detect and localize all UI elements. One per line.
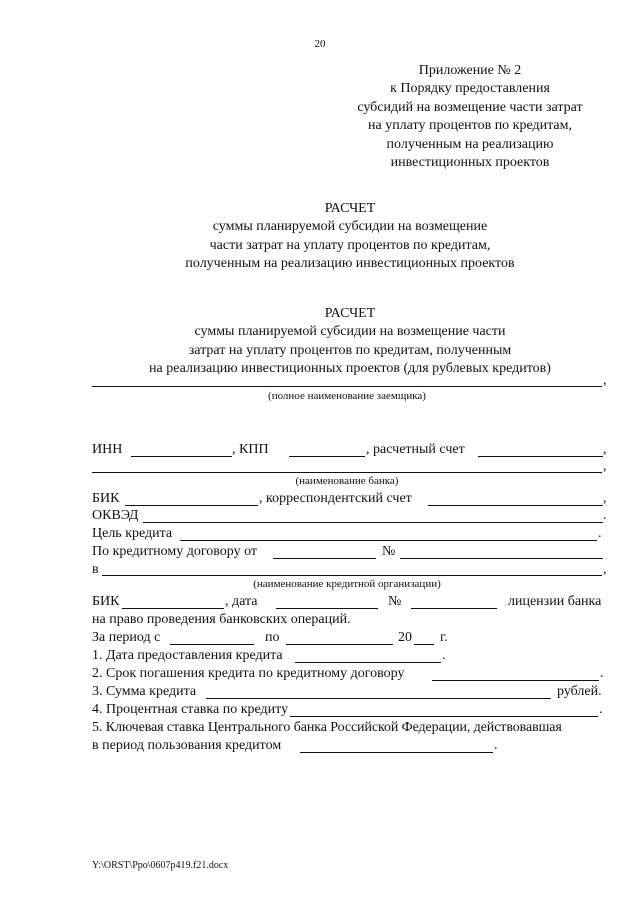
appendix-line: к Порядку предоставления [390, 81, 550, 97]
purpose-label: Цель кредита [92, 526, 173, 541]
appendix-line: субсидий на возмещение части затрат [357, 99, 583, 115]
period-mark: . [599, 702, 603, 717]
purpose-field [180, 540, 597, 541]
date-label: , дата [225, 594, 258, 609]
kpp-field [289, 456, 365, 457]
okved-label: ОКВЭД [92, 508, 139, 523]
appendix-line: полученным на реализацию [386, 136, 554, 152]
title-block-2 [0, 305, 640, 379]
period-year-suffix: г. [440, 630, 448, 645]
item-5-label: 5. Ключевая ставка Центрального банка Российской Федерации, действовавшая [92, 720, 562, 735]
borrower-name-line [92, 386, 602, 387]
appendix-line: инвестиционных проектов [390, 155, 550, 171]
corr-account-field [428, 505, 603, 506]
title-line: на реализацию инвестиционных проектов (для рублевых кредитов) [149, 361, 551, 377]
item-2-label: 2. Срок погашения кредита по кредитному договору [92, 666, 405, 681]
account-label: , расчетный счет [366, 442, 465, 457]
comma: , [603, 373, 607, 388]
period-year-label: 20 [398, 630, 412, 645]
item-3-label: 3. Сумма кредита [92, 684, 197, 699]
period-from-field [170, 644, 254, 645]
period-mark: . [494, 738, 498, 753]
contract-label: По кредитному договору от [92, 544, 258, 559]
license-line2: на право проведения банковских операций. [92, 612, 351, 627]
bank-caption: (наименование банка) [295, 475, 399, 487]
item-1-label: 1. Дата предоставления кредита [92, 648, 283, 663]
bik2-field [122, 608, 224, 609]
license-label: лицензии банка [508, 594, 602, 609]
contract-number-field [400, 558, 603, 559]
period-mark: . [600, 666, 604, 681]
item-5-field [300, 752, 493, 753]
contract-date-field [273, 558, 376, 559]
item-1-field [295, 662, 441, 663]
title-heading: РАСЧЕТ [324, 306, 376, 321]
number-sign: № [388, 594, 402, 609]
comma: , [603, 491, 607, 506]
credit-org-caption: (наименование кредитной организации) [253, 578, 441, 590]
item-3-suffix: рублей. [557, 684, 602, 699]
period-year-field [414, 644, 434, 645]
title-line: части затрат на уплату процентов по кредитам, [209, 237, 491, 253]
file-path-footer: Y:\ORST\Ppo\0607p419.f21.docx [92, 860, 229, 871]
appendix-line: Приложение № 2 [418, 63, 522, 78]
inn-label: ИНН [92, 442, 123, 457]
kpp-label: , КПП [232, 442, 269, 457]
page-number: 20 [314, 38, 326, 50]
license-date-field [276, 608, 378, 609]
title-line: суммы планируемой субсидии на возмещение [212, 219, 488, 235]
item-4-field [290, 716, 598, 717]
item-2-field [432, 680, 599, 681]
in-label: в [92, 562, 99, 577]
inn-field [131, 456, 232, 457]
bik2-label: БИК [92, 594, 120, 609]
title-line: полученным на реализацию инвестиционных проектов [185, 256, 515, 272]
bik-label: БИК [92, 491, 120, 506]
period-to-label: по [265, 630, 280, 645]
number-sign: № [382, 544, 396, 559]
period-mark: . [442, 648, 446, 663]
appendix-line: на уплату процентов по кредитам, [367, 118, 572, 134]
title-line: суммы планируемой субсидии на возмещение части [194, 324, 506, 340]
corr-account-label: , корреспондентский счет [259, 491, 412, 506]
borrower-caption: (полное наименование заемщика) [268, 390, 426, 402]
period-mark: . [603, 508, 607, 523]
okved-field [143, 522, 603, 523]
account-field [478, 456, 603, 457]
comma: , [603, 442, 607, 457]
comma: , [603, 562, 607, 577]
item-5-line2: в период пользования кредитом [92, 738, 282, 753]
license-number-field [411, 608, 497, 609]
comma: , [603, 459, 607, 474]
credit-org-field [102, 575, 602, 576]
title-line: затрат на уплату процентов по кредитам, полученным [188, 342, 512, 358]
period-from-label: За период с [92, 630, 161, 645]
appendix-block [330, 62, 610, 172]
period-to-field [286, 644, 393, 645]
item-4-label: 4. Процентная ставка по кредиту [92, 702, 289, 717]
bank-name-line [92, 472, 602, 473]
title-heading: РАСЧЕТ [324, 201, 376, 216]
title-block-1 [0, 200, 640, 274]
item-3-field [206, 698, 551, 699]
bik-field [125, 505, 258, 506]
period-mark: . [598, 526, 602, 541]
